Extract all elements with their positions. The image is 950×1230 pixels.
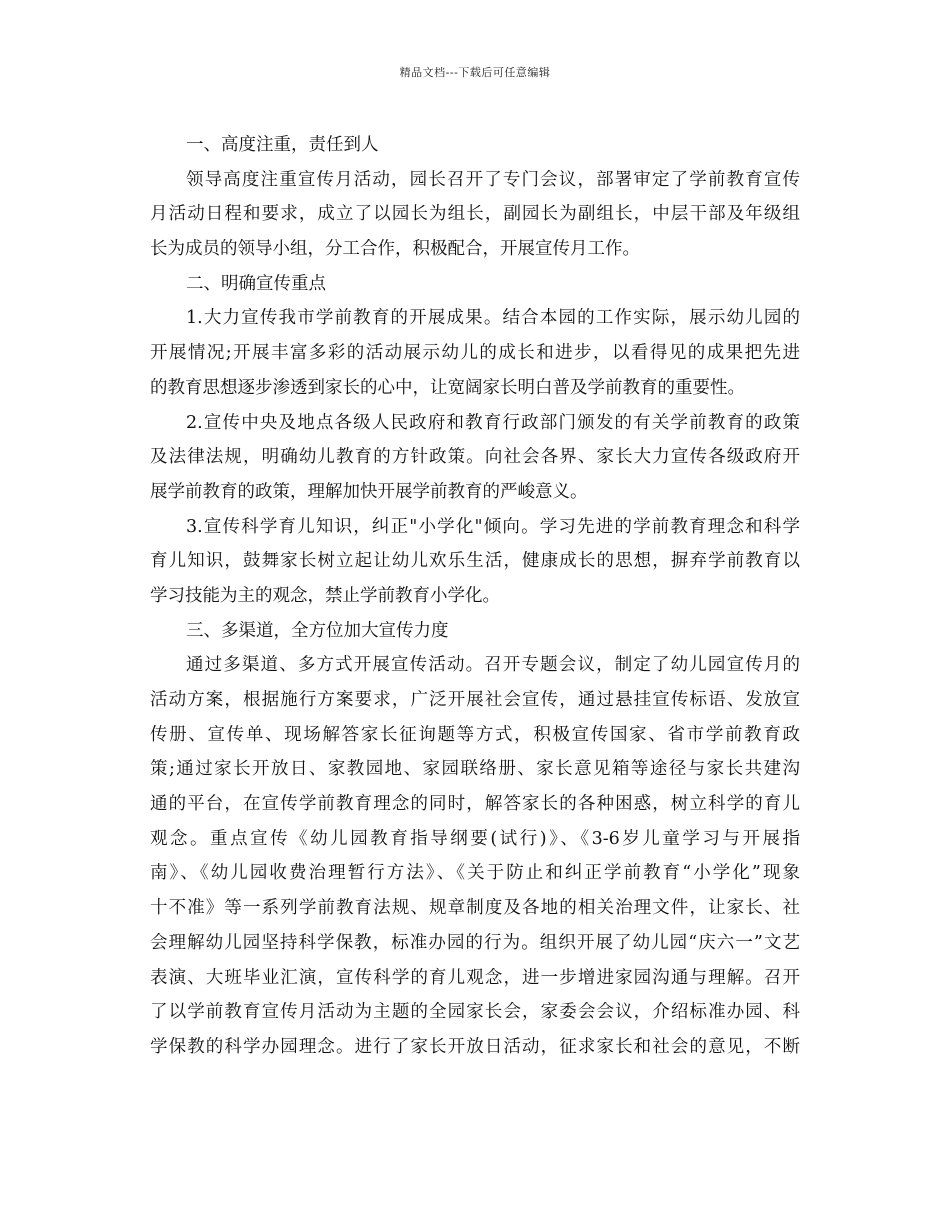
- text-line: 一、高度注重，责任到人: [186, 135, 379, 155]
- document-body: [150, 128, 800, 1065]
- text-line: 传册、宣传单、现场解答家长征询题等方式，积极宣传国家、省市学前教育政: [150, 724, 800, 745]
- text-line: 通过多渠道、多方式开展宣传活动。召开专题会议，制定了幼儿园宣传月的: [186, 655, 800, 676]
- text-line: 月活动日程和要求，成立了以园长为组长，副园长为副组长，中层干部及年级组: [150, 204, 800, 225]
- text-line: 展学前教育的政策，理解加快开展学前教育的严峻意义。: [150, 481, 588, 502]
- text-line: 策;通过家长开放日、家教园地、家园联络册、家长意见箱等途径与家长共建沟: [150, 759, 800, 780]
- text-line: 会理解幼儿园坚持科学保教，标准办园的行为。组织开展了幼儿园“庆六一”文艺: [150, 932, 800, 953]
- text-line: 开展情况;开展丰富多彩的活动展示幼儿的成长和进步，以看得见的成果把先进: [150, 343, 800, 364]
- text-line: 1.大力宣传我市学前教育的开展成果。结合本园的工作实际，展示幼儿园的: [186, 308, 800, 329]
- text-line: 二、明确宣传重点: [186, 273, 326, 294]
- text-line: 三、多渠道，全方位加大宣传力度: [186, 620, 449, 641]
- text-line: 通的平台，在宣传学前教育理念的同时，解答家长的各种困惑，树立科学的育儿: [150, 794, 800, 815]
- text-line: 及法律法规，明确幼儿教育的方针政策。向社会各界、家长大力宣传各级政府开: [150, 447, 800, 468]
- text-line: 表演、大班毕业汇演，宣传科学的育儿观念，进一步增进家园沟通与理解。召开: [150, 967, 800, 988]
- text-line: 2.宣传中央及地点各级人民政府和教育行政部门颁发的有关学前教育的政策: [186, 412, 800, 433]
- text-line: 3.宣传科学育儿知识，纠正"小学化"倾向。学习先进的学前教育理念和科学: [186, 516, 800, 537]
- text-line: 学保教的科学办园理念。进行了家长开放日活动，征求家长和社会的意见，不断: [150, 1036, 800, 1057]
- text-line: 活动方案，根据施行方案要求，广泛开展社会宣传，通过悬挂宣传标语、发放宣: [150, 690, 800, 710]
- page-header: 精品文档---下载后可任意编辑: [399, 66, 551, 79]
- text-line: 的教育思想逐步渗透到家长的心中，让宽阔家长明白普及学前教育的重要性。: [150, 377, 745, 398]
- text-line: 育儿知识，鼓舞家长树立起让幼儿欢乐生活，健康成长的思想，摒弃学前教育以: [150, 551, 800, 572]
- text-line: 领导高度注重宣传月活动，园长召开了专门会议，部署审定了学前教育宣传: [186, 169, 800, 190]
- text-line: 了以学前教育宣传月活动为主题的全园家长会，家委会会议，介绍标准办园、科: [150, 1002, 800, 1023]
- text-line: 南》、《幼儿园收费治理暂行方法》、《关于防止和纠正学前教育“小学化”现象: [150, 863, 800, 884]
- text-line: 长为成员的领导小组，分工合作，积极配合，开展宣传月工作。: [150, 239, 640, 260]
- text-line: 观念。重点宣传《幼儿园教育指导纲要(试行)》、《3-6岁儿童学习与开展指: [150, 828, 800, 849]
- text-line: 学习技能为主的观念，禁止学前教育小学化。: [150, 585, 500, 606]
- text-line: 十不准》等一系列学前教育法规、规章制度及各地的相关治理文件，让家长、社: [150, 898, 800, 919]
